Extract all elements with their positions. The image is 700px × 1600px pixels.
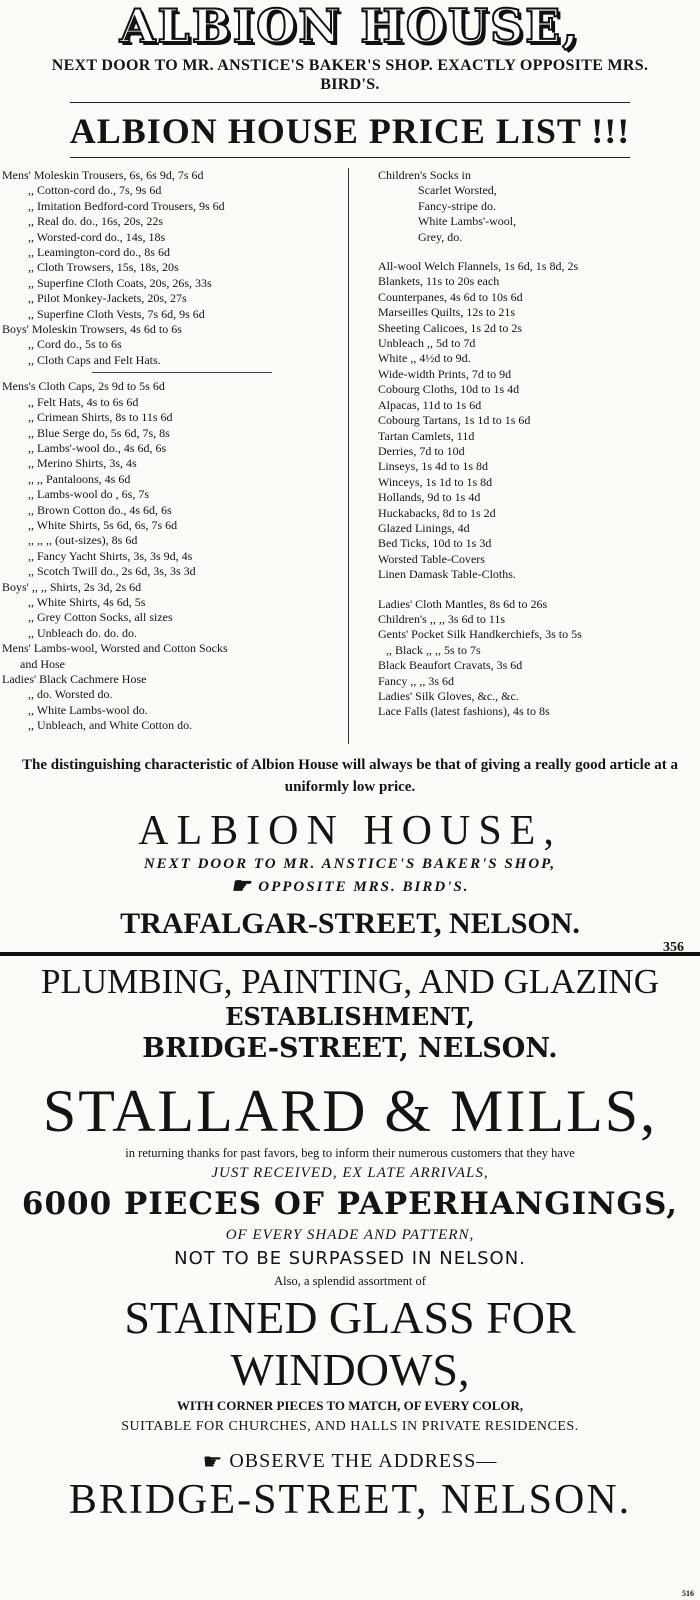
price-list-item: ,, Imitation Bedford-cord Trousers, 9s 6d	[28, 198, 225, 213]
albion-footer	[0, 808, 700, 942]
price-list-item: Ladies' Cloth Mantles, 8s 6d to 26s	[378, 596, 548, 611]
price-list-item: ,, Crimean Shirts, 8s to 11s 6d	[28, 410, 173, 425]
price-list-item: ,, Felt Hats, 4s to 6s 6d	[28, 394, 139, 409]
column-section-rule	[92, 372, 272, 373]
price-list-item: ,, Fancy Yacht Shirts, 3s, 3s 9d, 4s	[28, 548, 193, 563]
price-list-item: ,, Superfine Cloth Coats, 20s, 26s, 33s	[28, 275, 212, 290]
price-list-item: ,, Cotton-cord do., 7s, 9s 6d	[28, 183, 162, 198]
price-list-item: and Hose	[20, 656, 65, 671]
price-list-item: ,, Lambs'-wool do., 4s 6d, 6s	[28, 440, 167, 455]
price-list-item: ,, Black ,, ,, 5s to 7s	[386, 642, 481, 657]
price-list-right-column	[350, 168, 700, 744]
price-list-item: Hollands, 9d to 1s 4d	[378, 490, 481, 505]
price-list-item: Mens' Lambs-wool, Worsted and Cotton Socks	[2, 641, 228, 656]
paperhangings-heading: 6000 PIECES OF PAPERHANGINGS,	[21, 1186, 679, 1222]
price-list-item: Ladies' Black Cachmere Hose	[2, 672, 147, 686]
not-surpassed-text: NOT TO BE SURPASSED IN NELSON.	[174, 1248, 526, 1269]
plumbing-heading: PLUMBING, PAINTING, AND GLAZING	[40, 962, 659, 1001]
albion-header	[0, 0, 700, 94]
price-list-item: Mens's Cloth Caps, 2s 9d to 5s 6d	[2, 379, 165, 394]
price-list-item: Grey, do.	[418, 229, 463, 244]
price-list-item: Derries, 7d to 10d	[378, 443, 465, 458]
distinguishing-statement: The distinguishing characteristic of Albion House will always be that of giving a really good article at a uniformly low price.	[22, 757, 678, 795]
section-separator	[0, 952, 700, 956]
column-section-gap	[378, 583, 696, 597]
price-list-item: Worsted Table-Covers	[378, 551, 485, 566]
price-list-item: ,, ,, ,, (out-sizes), 8s 6d	[28, 533, 138, 548]
price-list-item: ,, Grey Cotton Socks, all sizes	[28, 610, 173, 625]
pointing-hand-icon: ☛	[202, 1449, 224, 1474]
price-list-rule	[70, 157, 630, 158]
price-list-item: Boys' ,, ,, Shirts, 2s 3d, 2s 6d	[2, 579, 142, 594]
price-list-item: Children's ,, ,, 3s 6d to 11s	[378, 611, 506, 626]
albion-house-masthead: ALBION HOUSE,	[119, 0, 581, 53]
price-list-item: ,, White Lambs-wool do.	[28, 702, 148, 717]
just-received-text: JUST RECEIVED, EX LATE ARRIVALS,	[211, 1165, 489, 1181]
price-list-item: ,, White Shirts, 5s 6d, 6s, 7s 6d	[28, 517, 178, 532]
price-list-item: Bed Ticks, 10d to 1s 3d	[378, 536, 492, 551]
price-list-item: ,, Cord do., 5s to 6s	[28, 337, 122, 352]
price-list-item: Black Beaufort Cravats, 3s 6d	[378, 658, 523, 673]
price-list-item: Boys' Moleskin Trowsers, 4s 6d to 6s	[2, 322, 182, 337]
price-list-item: Fancy ,, ,, 3s 6d	[378, 673, 454, 688]
price-list-item: Marseilles Quilts, 12s to 21s	[378, 305, 515, 320]
observe-address-text: OBSERVE THE ADDRESS—	[229, 1450, 498, 1472]
price-list-item: ,, Cloth Caps and Felt Hats.	[28, 352, 161, 367]
price-list-item: ,, Lambs-wool do , 6s, 7s	[28, 487, 149, 502]
albion-address-line-2	[0, 875, 700, 898]
price-list-item: ,, Unbleach do. do. do.	[28, 625, 137, 640]
establishment-heading: ESTABLISHMENT,	[225, 1002, 475, 1031]
albion-address-line-2-text: OPPOSITE MRS. BIRD'S.	[258, 879, 470, 895]
column-divider	[348, 168, 349, 744]
price-list-item: White ,, 4½d to 9d.	[378, 351, 471, 366]
price-list-item: ,, Scotch Twill do., 2s 6d, 3s, 3s 3d	[28, 564, 196, 579]
price-list-title: ALBION HOUSE PRICE LIST !!!	[69, 111, 631, 151]
price-list-heading-wrap	[0, 111, 700, 151]
price-list-item: Wide-width Prints, 7d to 9d	[378, 366, 512, 381]
stallard-mills-name: STALLARD & MILLS,	[42, 1078, 658, 1144]
price-list-item: Gents' Pocket Silk Handkerchiefs, 3s to 5s	[378, 627, 582, 642]
pointing-hand-icon: ☛	[230, 873, 253, 898]
corner-pieces-text: WITH CORNER PIECES TO MATCH, OF EVERY COLOR,	[176, 1398, 524, 1413]
price-list-item: ,, Superfine Cloth Vests, 7s 6d, 9s 6d	[28, 306, 205, 321]
price-list-item: ,, Leamington-cord do., 8s 6d	[28, 245, 170, 260]
trafalgar-street-address: TRAFALGAR-STREET, NELSON.	[120, 907, 580, 940]
price-list-columns	[0, 168, 700, 744]
price-list-item: ,, White Shirts, 4s 6d, 5s	[28, 594, 146, 609]
price-list-item: ,, ,, Pantaloons, 4s 6d	[28, 471, 131, 486]
price-list-item: ,, do. Worsted do.	[28, 687, 113, 702]
price-list-item: ,, Unbleach, and White Cotton do.	[28, 718, 193, 733]
price-list-item: Children's Socks in	[378, 168, 471, 182]
price-list-item: ,, Real do. do., 16s, 20s, 22s	[28, 214, 163, 229]
ad-number-356: 356	[663, 940, 684, 955]
price-list-item: White Lambs'-wool,	[418, 214, 517, 229]
price-list-item: Alpacas, 11d to 1s 6d	[378, 397, 482, 412]
every-shade-text: OF EVERY SHADE AND PATTERN,	[225, 1227, 475, 1243]
stained-glass-heading: STAINED GLASS FOR WINDOWS,	[124, 1292, 576, 1395]
price-list-item: Cobourg Cloths, 10d to 1s 4d	[378, 382, 520, 397]
price-list-item: ,, Merino Shirts, 3s, 4s	[28, 456, 137, 471]
bridge-street-address-large: BRIDGE-STREET, NELSON.	[68, 1477, 632, 1523]
price-list-item: Linseys, 1s 4d to 1s 8d	[378, 459, 489, 474]
ad-number-516: 516	[682, 1589, 694, 1598]
price-list-item: Tartan Camlets, 11d	[378, 428, 475, 443]
price-list-item: Glazed Linings, 4d	[378, 520, 470, 535]
albion-house-name: ALBION HOUSE,	[138, 808, 562, 854]
price-list-item: Cobourg Tartans, 1s 1d to 1s 6d	[378, 413, 531, 428]
price-list-item: Unbleach ,, 5d to 7d	[378, 336, 476, 351]
header-rule	[70, 102, 630, 103]
price-list-item: Huckabacks, 8d to 1s 2d	[378, 505, 496, 520]
price-list-item: Winceys, 1s 1d to 1s 8d	[378, 474, 493, 489]
price-list-item: ,, Worsted-cord do., 14s, 18s	[28, 229, 166, 244]
price-list-left-column	[0, 168, 350, 744]
price-list-item: ,, Pilot Monkey-Jackets, 20s, 27s	[28, 291, 187, 306]
price-list-item: Sheeting Calicoes, 1s 2d to 2s	[378, 320, 522, 335]
price-list-item: ,, Brown Cotton do., 4s 6d, 6s	[28, 502, 172, 517]
returning-thanks-text: in returning thanks for past favors, beg to inform their numerous customers that they have	[125, 1146, 575, 1160]
price-list-item: Linen Damask Table-Cloths.	[378, 567, 516, 582]
albion-header-subtitle: NEXT DOOR TO MR. ANSTICE'S BAKER'S SHOP. EXACTLY OPPOSITE MRS. BIRD'S.	[51, 57, 649, 93]
price-list-item: Mens' Moleskin Trousers, 6s, 6s 9d, 7s 6d	[2, 168, 204, 182]
observe-address	[0, 1446, 700, 1477]
price-list-item: Ladies' Silk Gloves, &c., &c.	[378, 689, 519, 703]
column-section-gap	[378, 245, 696, 259]
stallard-mills-ad	[0, 962, 700, 1523]
price-list-item: Fancy-stripe do.	[418, 198, 496, 213]
price-list-item: Scarlet Worsted,	[418, 183, 497, 198]
price-list-item: Counterpanes, 4s 6d to 10s 6d	[378, 289, 523, 304]
price-list-item: ,, Cloth Trowsers, 15s, 18s, 20s	[28, 260, 179, 275]
also-text: Also, a splendid assortment of	[274, 1274, 426, 1288]
price-list-item: Blankets, 11s to 20s each	[378, 274, 500, 289]
suitable-for-churches-text: SUITABLE FOR CHURCHES, AND HALLS IN PRIVATE RESIDENCES.	[121, 1419, 579, 1434]
price-list-item: All-wool Welch Flannels, 1s 6d, 1s 8d, 2s	[378, 259, 579, 274]
bridge-street-heading: BRIDGE-STREET, NELSON.	[142, 1033, 558, 1064]
price-list-item: ,, Blue Serge do, 5s 6d, 7s, 8s	[28, 425, 170, 440]
price-list-item: Lace Falls (latest fashions), 4s to 8s	[378, 704, 550, 719]
albion-address-line-1: NEXT DOOR TO MR. ANSTICE'S BAKER'S SHOP,	[143, 856, 557, 872]
